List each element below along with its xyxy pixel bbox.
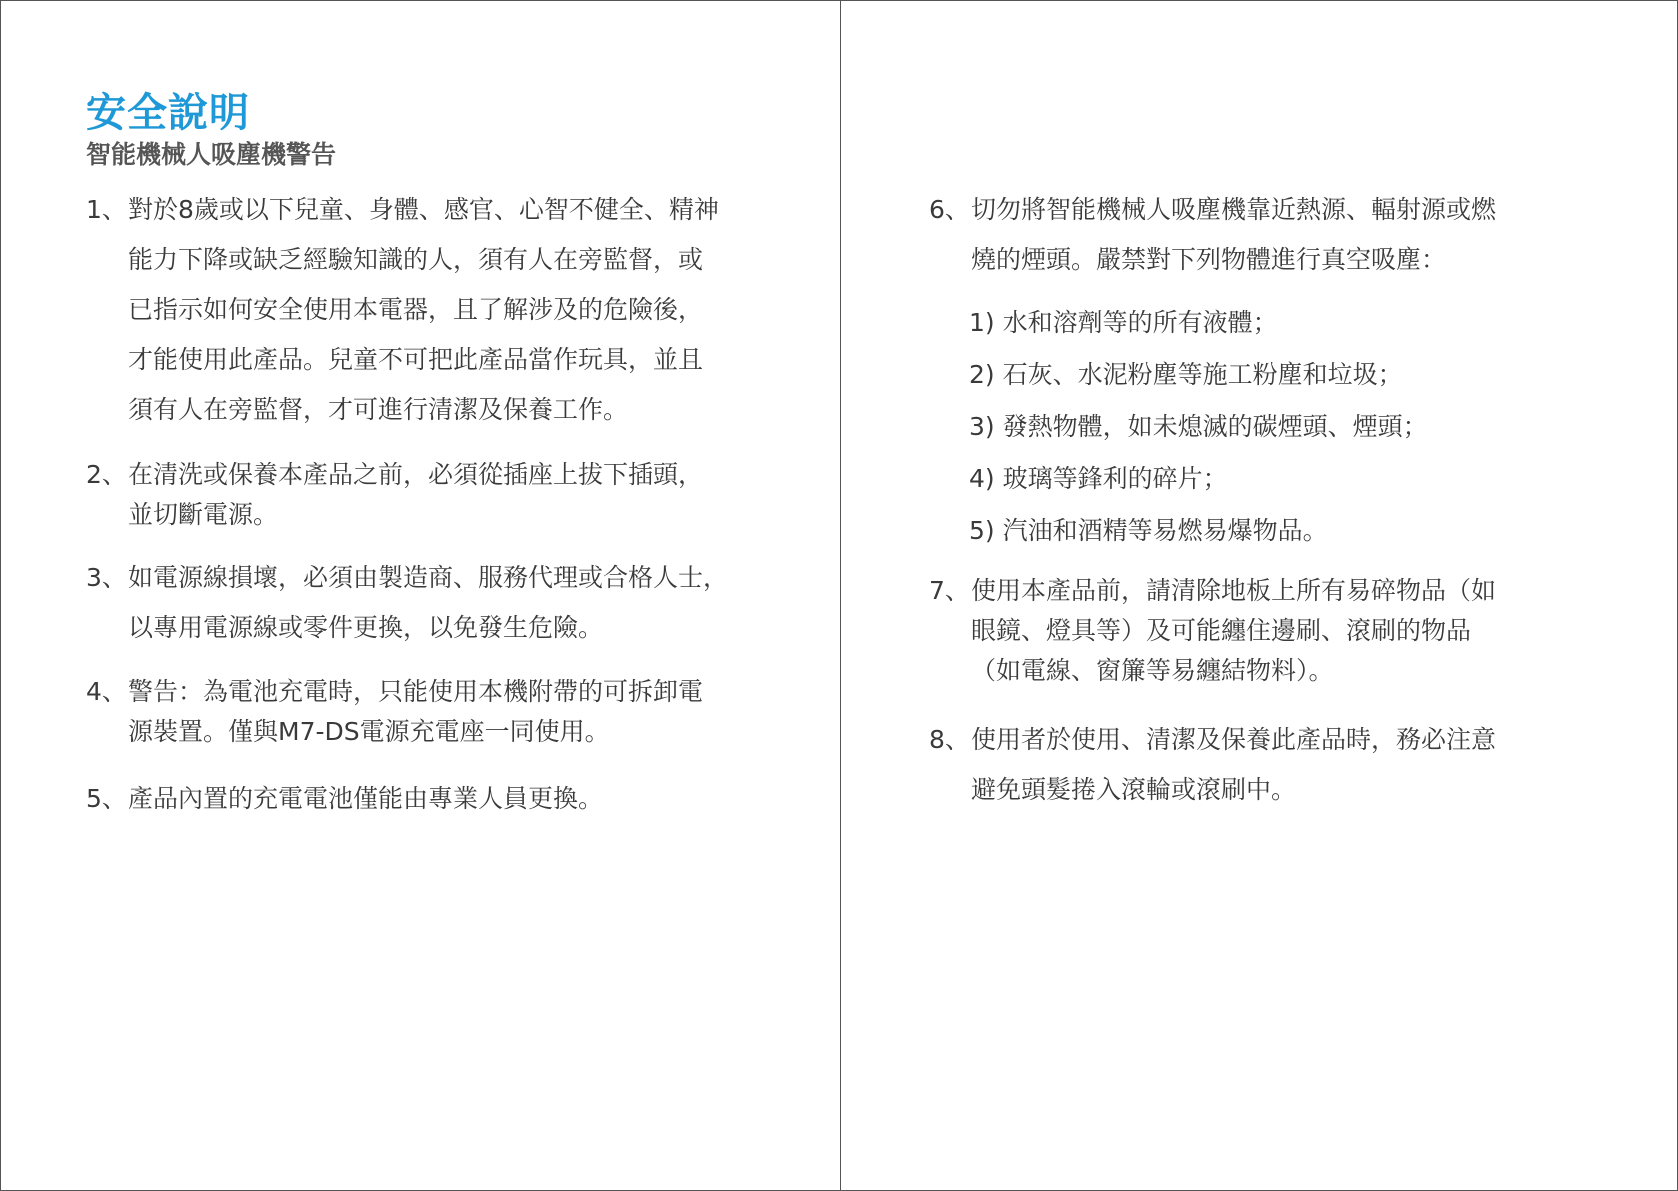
item-number: 8、 — [929, 725, 970, 754]
item-line: 並切斷電源。 — [128, 500, 279, 529]
safety-item-7 — [929, 571, 1496, 691]
item-line: 能力下降或缺乏經驗知識的人，須有人在旁監督，或 — [128, 245, 704, 274]
item-line: 眼鏡、燈具等）及可能纏住邊刷、滾刷的物品 — [971, 616, 1472, 645]
item-line: 須有人在旁監督，才可進行清潔及保養工作。 — [128, 395, 629, 424]
item-number: 6、 — [929, 195, 970, 224]
item-line: 使用本產品前，請清除地板上所有易碎物品（如 — [971, 576, 1497, 605]
item-line: 警告：為電池充電時，只能使用本機附帶的可拆卸電 — [128, 677, 704, 706]
safety-item-8 — [929, 715, 1496, 815]
sub-item: 5) 汽油和酒精等易燃易爆物品。 — [969, 516, 1328, 545]
item-number: 4、 — [86, 677, 127, 706]
item-number: 1、 — [86, 195, 127, 224]
page-subtitle: 智能機械人吸塵機警告 — [86, 140, 337, 169]
item-line: 如電源線損壞，必須由製造商、服務代理或合格人士， — [128, 563, 729, 592]
item-line: 避免頭髮捲入滾輪或滾刷中。 — [971, 775, 1297, 804]
item-line: 才能使用此產品。兒童不可把此產品當作玩具，並且 — [128, 345, 704, 374]
item-line: （如電線、窗簾等易纏結物料）。 — [971, 656, 1334, 685]
safety-item-6 — [929, 185, 1496, 285]
item-line: 源裝置。僅與M7-DS電源充電座一同使用。 — [128, 717, 610, 746]
sub-item: 3) 發熱物體，如未熄滅的碳煙頭、煙頭； — [969, 412, 1428, 441]
item-line: 以專用電源線或零件更換，以免發生危險。 — [128, 613, 604, 642]
item-line: 在清洗或保養本產品之前，必須從插座上拔下插頭， — [128, 460, 704, 489]
item-line: 使用者於使用、清潔及保養此產品時，務必注意 — [971, 725, 1497, 754]
page-title: 安全說明 — [86, 90, 250, 136]
safety-item-3 — [86, 553, 728, 653]
safety-item-2 — [86, 455, 703, 535]
safety-item-5 — [86, 779, 603, 819]
sub-item: 1) 水和溶劑等的所有液體； — [969, 308, 1278, 337]
safety-item-4 — [86, 672, 703, 752]
sub-item: 4) 玻璃等鋒利的碎片； — [969, 464, 1228, 493]
sub-item: 2) 石灰、水泥粉塵等施工粉塵和垃圾； — [969, 360, 1403, 389]
item-number: 7、 — [929, 576, 970, 605]
item-number: 5、 — [86, 784, 127, 813]
item-line: 切勿將智能機械人吸塵機靠近熱源、輻射源或燃 — [971, 195, 1497, 224]
item-line: 燒的煙頭。嚴禁對下列物體進行真空吸塵： — [971, 245, 1447, 274]
item-line: 產品內置的充電電池僅能由專業人員更換。 — [128, 784, 604, 813]
right-page — [840, 0, 1678, 1191]
item-line: 已指示如何安全使用本電器，且了解涉及的危險後， — [128, 295, 704, 324]
item-number: 2、 — [86, 460, 127, 489]
item-number: 3、 — [86, 563, 127, 592]
item-line: 對於8歲或以下兒童、身體、感官、心智不健全、精神 — [128, 195, 719, 224]
safety-item-1 — [86, 185, 719, 435]
